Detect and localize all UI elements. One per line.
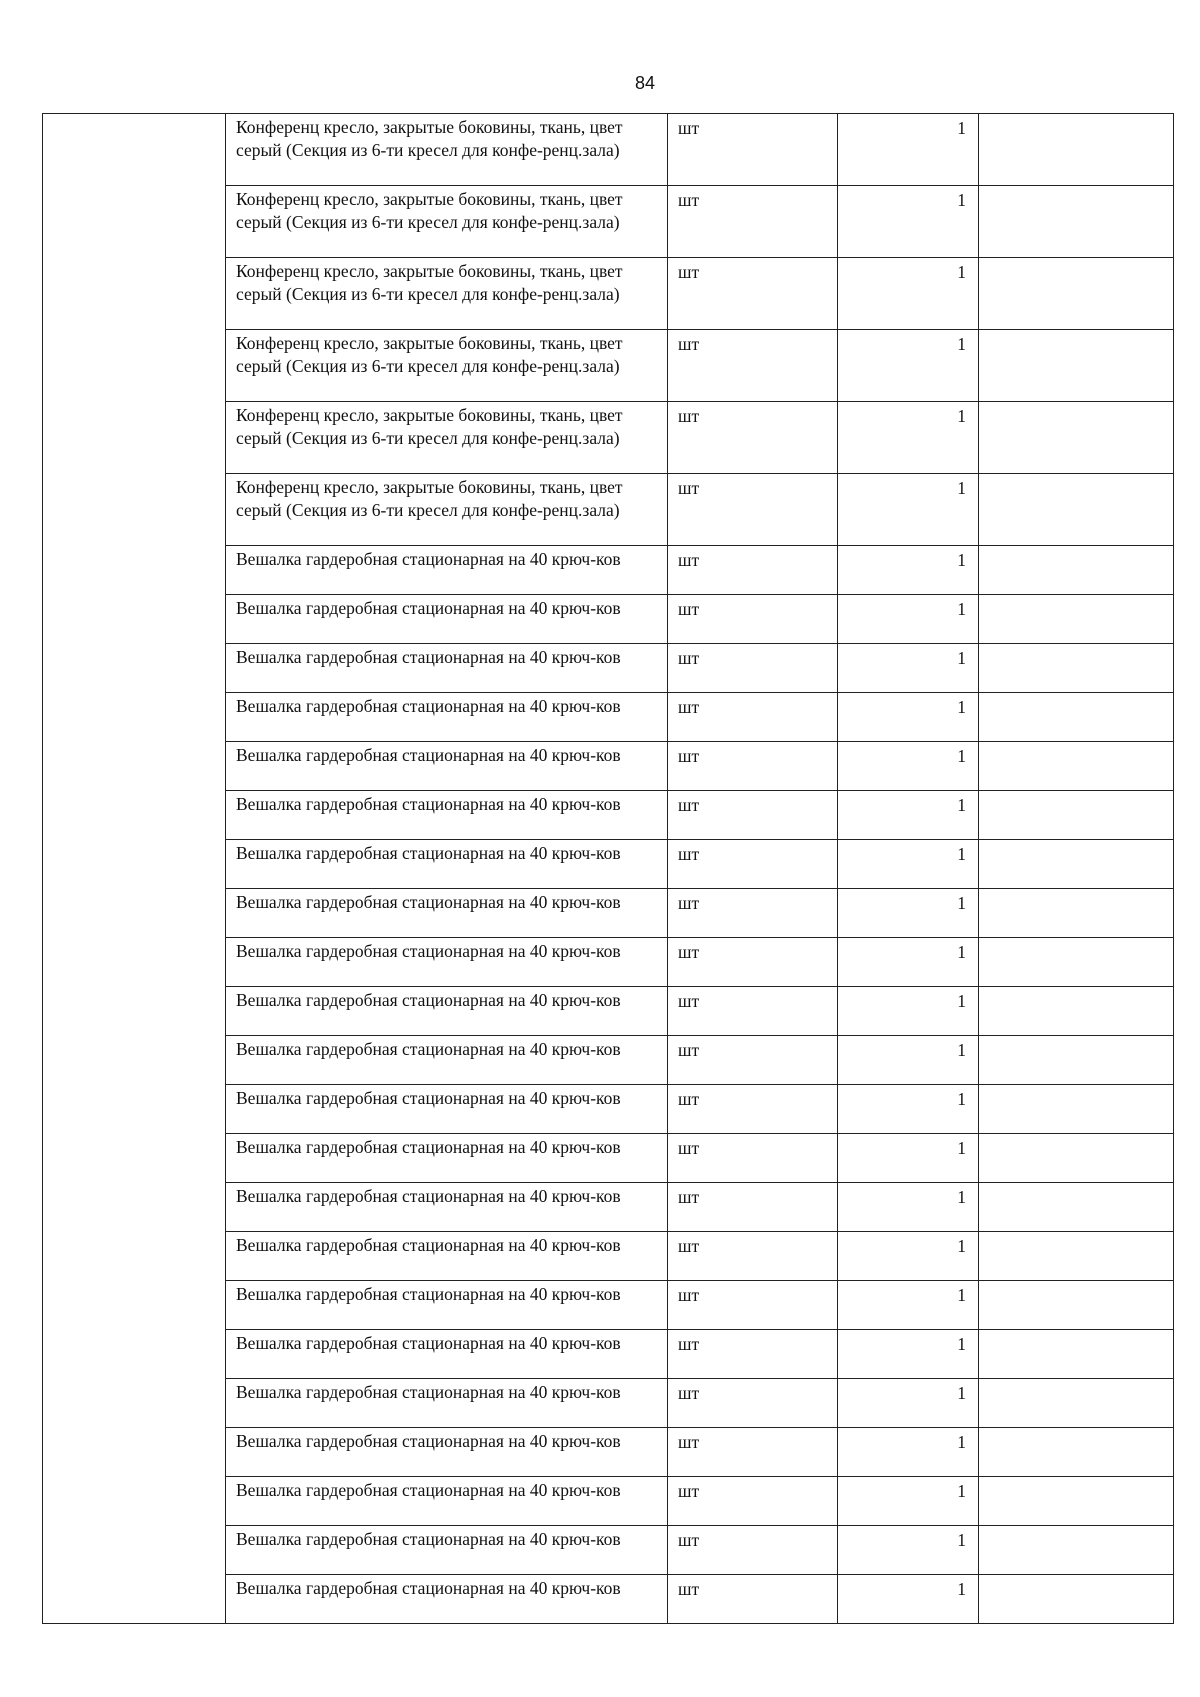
empty-cell [979,114,1174,186]
quantity-cell: 1 [838,889,979,938]
item-name-cell: Конференц кресло, закрытые боковины, ткань, цвет серый (Секция из 6-ти кресел для конфе-ренц.зала) [226,258,668,330]
quantity-cell: 1 [838,114,979,186]
quantity-cell: 1 [838,1379,979,1428]
empty-cell [979,1379,1174,1428]
item-name-cell: Конференц кресло, закрытые боковины, ткань, цвет серый (Секция из 6-ти кресел для конфе-ренц.зала) [226,330,668,402]
empty-cell [979,1281,1174,1330]
unit-cell: шт [668,1134,838,1183]
empty-cell [979,330,1174,402]
empty-cell [979,987,1174,1036]
unit-cell: шт [668,644,838,693]
quantity-cell: 1 [838,1183,979,1232]
empty-cell [979,1428,1174,1477]
quantity-cell: 1 [838,258,979,330]
unit-cell: шт [668,595,838,644]
item-name-cell: Вешалка гардеробная стационарная на 40 крюч-ков [226,1575,668,1624]
unit-cell: шт [668,1379,838,1428]
empty-cell [979,258,1174,330]
unit-cell: шт [668,791,838,840]
empty-cell [979,546,1174,595]
unit-cell: шт [668,114,838,186]
quantity-cell: 1 [838,1281,979,1330]
unit-cell: шт [668,546,838,595]
item-name-cell: Вешалка гардеробная стационарная на 40 крюч-ков [226,1477,668,1526]
quantity-cell: 1 [838,1232,979,1281]
unit-cell: шт [668,1036,838,1085]
empty-cell [979,1183,1174,1232]
empty-cell [979,474,1174,546]
empty-cell [979,742,1174,791]
quantity-cell: 1 [838,791,979,840]
item-name-cell: Вешалка гардеробная стационарная на 40 крюч-ков [226,1232,668,1281]
quantity-cell: 1 [838,546,979,595]
item-name-cell: Вешалка гардеробная стационарная на 40 крюч-ков [226,1428,668,1477]
equipment-table [42,113,1174,1624]
empty-cell [979,1575,1174,1624]
empty-cell [979,1526,1174,1575]
quantity-cell: 1 [838,1428,979,1477]
item-name-cell: Конференц кресло, закрытые боковины, ткань, цвет серый (Секция из 6-ти кресел для конфе-ренц.зала) [226,114,668,186]
item-name-cell: Вешалка гардеробная стационарная на 40 крюч-ков [226,1085,668,1134]
item-name-cell: Вешалка гардеробная стационарная на 40 крюч-ков [226,791,668,840]
item-name-cell: Вешалка гардеробная стационарная на 40 крюч-ков [226,546,668,595]
item-name-cell: Вешалка гардеробная стационарная на 40 крюч-ков [226,644,668,693]
unit-cell: шт [668,1183,838,1232]
section-cell [43,114,226,1624]
quantity-cell: 1 [838,595,979,644]
empty-cell [979,186,1174,258]
item-name-cell: Конференц кресло, закрытые боковины, ткань, цвет серый (Секция из 6-ти кресел для конфе-ренц.зала) [226,474,668,546]
quantity-cell: 1 [838,402,979,474]
quantity-cell: 1 [838,1526,979,1575]
item-name-cell: Вешалка гардеробная стационарная на 40 крюч-ков [226,742,668,791]
item-name-cell: Вешалка гардеробная стационарная на 40 крюч-ков [226,595,668,644]
quantity-cell: 1 [838,938,979,987]
item-name-cell: Вешалка гардеробная стационарная на 40 крюч-ков [226,987,668,1036]
quantity-cell: 1 [838,1036,979,1085]
item-name-cell: Вешалка гардеробная стационарная на 40 крюч-ков [226,1183,668,1232]
empty-cell [979,1477,1174,1526]
item-name-cell: Вешалка гардеробная стационарная на 40 крюч-ков [226,1330,668,1379]
empty-cell [979,938,1174,987]
empty-cell [979,693,1174,742]
quantity-cell: 1 [838,1134,979,1183]
unit-cell: шт [668,330,838,402]
quantity-cell: 1 [838,693,979,742]
item-name-cell: Вешалка гардеробная стационарная на 40 крюч-ков [226,1134,668,1183]
quantity-cell: 1 [838,474,979,546]
unit-cell: шт [668,186,838,258]
unit-cell: шт [668,258,838,330]
item-name-cell: Вешалка гардеробная стационарная на 40 крюч-ков [226,889,668,938]
item-name-cell: Вешалка гардеробная стационарная на 40 крюч-ков [226,840,668,889]
quantity-cell: 1 [838,186,979,258]
unit-cell: шт [668,987,838,1036]
empty-cell [979,791,1174,840]
item-name-cell: Вешалка гардеробная стационарная на 40 крюч-ков [226,1036,668,1085]
item-name-cell: Вешалка гардеробная стационарная на 40 крюч-ков [226,693,668,742]
unit-cell: шт [668,1232,838,1281]
quantity-cell: 1 [838,742,979,791]
item-name-cell: Вешалка гардеробная стационарная на 40 крюч-ков [226,1526,668,1575]
table-body [43,114,1174,1624]
empty-cell [979,1330,1174,1379]
unit-cell: шт [668,1330,838,1379]
item-name-cell: Вешалка гардеробная стационарная на 40 крюч-ков [226,938,668,987]
item-name-cell: Конференц кресло, закрытые боковины, ткань, цвет серый (Секция из 6-ти кресел для конфе-ренц.зала) [226,402,668,474]
quantity-cell: 1 [838,644,979,693]
unit-cell: шт [668,889,838,938]
empty-cell [979,402,1174,474]
quantity-cell: 1 [838,1085,979,1134]
unit-cell: шт [668,1085,838,1134]
quantity-cell: 1 [838,987,979,1036]
quantity-cell: 1 [838,840,979,889]
item-name-cell: Вешалка гардеробная стационарная на 40 крюч-ков [226,1281,668,1330]
quantity-cell: 1 [838,1575,979,1624]
unit-cell: шт [668,1477,838,1526]
table-row [43,114,1174,186]
empty-cell [979,1085,1174,1134]
empty-cell [979,595,1174,644]
empty-cell [979,644,1174,693]
unit-cell: шт [668,1526,838,1575]
unit-cell: шт [668,402,838,474]
unit-cell: шт [668,474,838,546]
page-number: 84 [634,73,656,93]
item-name-cell: Вешалка гардеробная стационарная на 40 крюч-ков [226,1379,668,1428]
empty-cell [979,1232,1174,1281]
empty-cell [979,840,1174,889]
item-name-cell: Конференц кресло, закрытые боковины, ткань, цвет серый (Секция из 6-ти кресел для конфе-ренц.зала) [226,186,668,258]
unit-cell: шт [668,840,838,889]
quantity-cell: 1 [838,1330,979,1379]
unit-cell: шт [668,1281,838,1330]
quantity-cell: 1 [838,330,979,402]
unit-cell: шт [668,1428,838,1477]
empty-cell [979,1036,1174,1085]
unit-cell: шт [668,693,838,742]
empty-cell [979,1134,1174,1183]
unit-cell: шт [668,742,838,791]
empty-cell [979,889,1174,938]
quantity-cell: 1 [838,1477,979,1526]
unit-cell: шт [668,938,838,987]
unit-cell: шт [668,1575,838,1624]
